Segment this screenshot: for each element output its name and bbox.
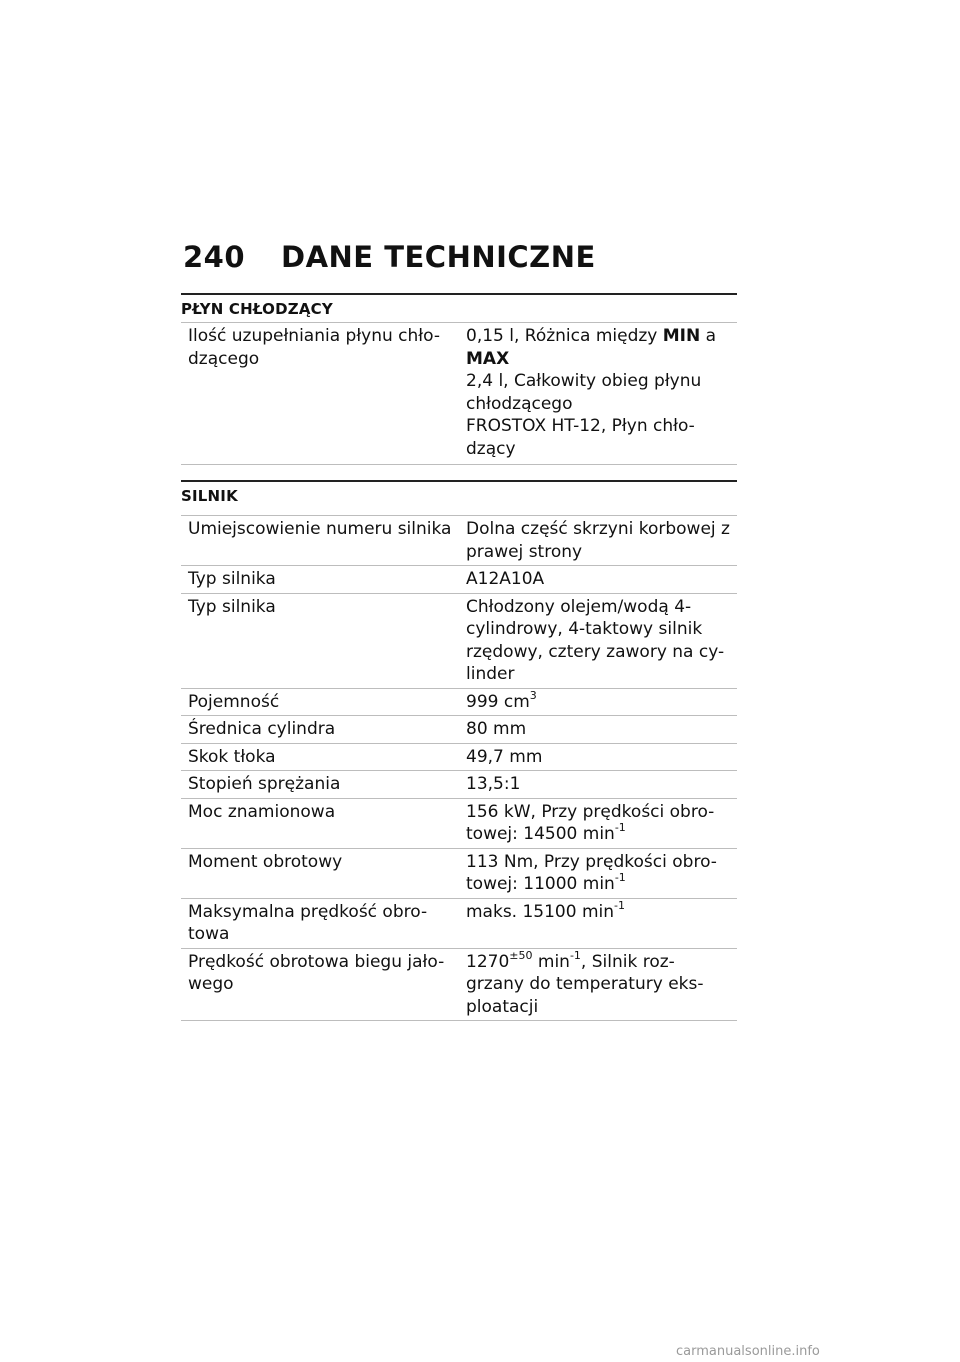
table-row [181, 798, 737, 848]
value-text: maks. 15100 min [466, 901, 615, 922]
key-line: Skok tłoka [188, 746, 276, 767]
value-line: 80 mm [466, 719, 527, 739]
table-row [181, 898, 737, 948]
value-text: towej: 14500 min [466, 824, 615, 844]
section-title-coolant: PŁYN CHŁODZĄCY [181, 293, 737, 322]
table-row [181, 716, 737, 744]
min-label: MIN [662, 326, 701, 346]
value-line: chłodzącego [466, 393, 573, 414]
row-key [181, 716, 459, 744]
value-line: rzędowy, cztery zawory na cy- [466, 641, 725, 662]
row-value [459, 716, 737, 744]
value-text: min [532, 951, 570, 972]
row-value [459, 688, 737, 716]
value-line: Chłodzony olejem/wodą 4- [466, 596, 692, 617]
value-line: linder [466, 664, 515, 684]
page-title: DANE TECHNICZNE [281, 240, 596, 274]
key-line: Średnica cylindra [188, 719, 336, 739]
value-line [466, 898, 737, 924]
engine-table [181, 515, 737, 1021]
key-line: Maksymalna prędkość obro- [188, 901, 428, 922]
value-text: 1270 [466, 951, 510, 972]
row-value [459, 948, 737, 1021]
value-text: 999 cm [466, 691, 530, 712]
value-line [466, 873, 737, 896]
row-key [181, 743, 459, 771]
key-line: Moment obrotowy [188, 851, 343, 872]
table-row [181, 771, 737, 799]
value-line: 13,5:1 [466, 774, 521, 794]
value-text: towej: 11000 min [466, 874, 615, 894]
value-text: 0,15 l, Różnica między [466, 326, 663, 346]
key-line: dzącego [188, 348, 260, 369]
superscript: -1 [614, 821, 626, 835]
row-key [181, 798, 459, 848]
value-line: 156 kW, Przy prędkości obro- [466, 801, 715, 822]
watermark: carmanualsonline.info [676, 1344, 820, 1359]
row-value [459, 516, 737, 566]
value-line: cylindrowy, 4-taktowy silnik [466, 619, 703, 639]
table-row [181, 593, 737, 688]
row-key [181, 898, 459, 948]
key-line: Moc znamionowa [188, 801, 336, 822]
row-key [181, 516, 459, 566]
row-key [181, 688, 459, 716]
section-title-engine: SILNIK [181, 480, 737, 515]
value-line: 113 Nm, Przy prędkości obro- [466, 851, 717, 872]
table-row [181, 323, 737, 465]
row-key [181, 948, 459, 1021]
table-row [181, 688, 737, 716]
row-value [459, 323, 737, 465]
value-line [466, 948, 737, 974]
row-key [181, 566, 459, 594]
row-value [459, 566, 737, 594]
page-header [183, 240, 596, 274]
key-line: towa [188, 924, 230, 944]
coolant-section [181, 293, 737, 465]
row-value [459, 743, 737, 771]
row-value [459, 898, 737, 948]
superscript: ±50 [509, 948, 533, 962]
superscript: -1 [614, 871, 626, 885]
table-row [181, 948, 737, 1021]
superscript: 3 [529, 688, 537, 702]
row-key [181, 323, 459, 465]
key-line: Umiejscowienie numeru silnika [188, 519, 452, 539]
page-number: 240 [183, 240, 246, 274]
value-line: FROSTOX HT-12, Płyn chło- [466, 416, 695, 436]
key-line: Pojemność [188, 691, 280, 712]
engine-section [181, 480, 737, 1021]
row-value [459, 848, 737, 898]
coolant-table [181, 322, 737, 465]
row-value [459, 771, 737, 799]
value-line: A12A10A [466, 569, 545, 589]
row-value [459, 593, 737, 688]
table-row [181, 516, 737, 566]
table-row [181, 743, 737, 771]
key-line: Stopień sprężania [188, 774, 341, 794]
value-line: ploatacji [466, 996, 539, 1017]
table-row [181, 848, 737, 898]
value-line: Dolna część skrzyni korbowej z [466, 519, 730, 539]
key-line: Typ silnika [188, 569, 276, 589]
key-line: Typ silnika [188, 596, 276, 617]
value-text: , Silnik roz- [580, 951, 675, 972]
value-line: grzany do temperatury eks- [466, 974, 704, 994]
row-key [181, 848, 459, 898]
value-line [466, 348, 737, 371]
superscript: -1 [614, 898, 625, 912]
table-row [181, 566, 737, 594]
value-line [466, 823, 737, 846]
value-text: a [700, 326, 717, 346]
max-label: MAX [466, 348, 510, 369]
row-value [459, 798, 737, 848]
value-line: dzący [466, 438, 516, 459]
key-line: Prędkość obrotowa biegu jało- [188, 951, 445, 972]
value-line [466, 688, 737, 714]
value-line [466, 325, 737, 348]
value-line: 49,7 mm [466, 746, 543, 767]
row-key [181, 771, 459, 799]
row-key [181, 593, 459, 688]
value-line: prawej strony [466, 541, 583, 562]
key-line: wego [188, 974, 234, 994]
value-line: 2,4 l, Całkowity obieg płynu [466, 371, 702, 391]
superscript: -1 [569, 948, 581, 962]
key-line: Ilość uzupełniania płynu chło- [188, 326, 440, 346]
